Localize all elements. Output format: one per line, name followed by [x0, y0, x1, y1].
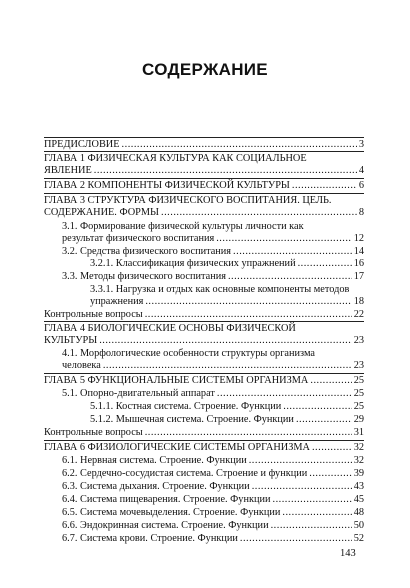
toc-entry-page: 8	[358, 207, 364, 218]
toc-entry-title: ГЛАВА 2 КОМПОНЕНТЫ ФИЗИЧЕСКОЙ КУЛЬТУРЫ	[44, 180, 290, 191]
section-divider	[44, 373, 364, 374]
leader-dots	[94, 165, 357, 177]
leader-dots	[228, 271, 352, 283]
leader-dots	[309, 468, 351, 480]
toc-entry-page: 25	[353, 401, 364, 412]
toc-entry-page: 25	[353, 388, 364, 399]
toc-entry-page: 32	[353, 455, 364, 466]
leader-dots	[217, 388, 352, 400]
toc-entry-title: 3.3. Методы физического воспитания	[62, 271, 226, 282]
leader-dots	[310, 375, 351, 387]
toc-entry-page: 25	[353, 375, 364, 386]
toc-entry-page: 6	[358, 180, 364, 191]
toc-entry-page: 4	[358, 165, 364, 176]
toc-entry-4-1[interactable]	[62, 360, 364, 372]
leader-dots	[145, 296, 351, 308]
toc-entry-title: 6.6. Эндокринная система. Строение. Функции	[62, 520, 269, 531]
toc-entry-title: 6.4. Система пищеварения. Строение. Функции	[62, 494, 271, 505]
toc-entry-title: 6.2. Сердечно-сосудистая система. Строение и функции	[62, 468, 308, 479]
leader-dots	[312, 442, 352, 454]
section-divider	[44, 440, 364, 441]
toc-entry-page: 45	[353, 494, 364, 505]
toc-entry-title-cont: упражнения	[90, 296, 144, 307]
toc-entry-5-1[interactable]	[62, 388, 364, 400]
toc-entry-3-3[interactable]	[62, 271, 364, 283]
toc-entry-page: 48	[353, 507, 364, 518]
page-number: 143	[340, 548, 356, 559]
toc-entry-chapter-5[interactable]	[44, 375, 364, 387]
toc-entry-3-2-1[interactable]	[90, 258, 364, 270]
toc-entry-title-cont: ЯВЛЕНИЕ	[44, 165, 92, 176]
toc-entry-6-7[interactable]	[62, 533, 364, 545]
leader-dots	[283, 401, 351, 413]
toc-entry-review-questions[interactable]	[44, 309, 364, 321]
toc-entry-title: 5.1.2. Мышечная система. Строение. Функции	[90, 414, 294, 425]
toc-entry-title: 6.1. Нервная система. Строение. Функции	[62, 455, 247, 466]
toc-entry-preface[interactable]	[44, 139, 364, 151]
toc-entry-title-cont: СОДЕРЖАНИЕ. ФОРМЫ	[44, 207, 160, 218]
toc-entry-title: Контрольные вопросы	[44, 309, 143, 320]
toc-entry-page: 23	[353, 360, 364, 371]
toc-entry-5-1-1[interactable]	[90, 401, 364, 413]
toc-entry-page: 16	[353, 258, 364, 269]
toc-entry-title: 3.2. Средства физического воспитания	[62, 246, 232, 257]
leader-dots	[161, 207, 357, 219]
leader-dots	[145, 309, 352, 321]
leader-dots	[103, 360, 352, 372]
toc-entry-page: 17	[353, 271, 364, 282]
leader-dots	[282, 507, 351, 519]
toc-entry-page: 31	[353, 427, 364, 438]
section-divider	[44, 151, 364, 152]
toc-entry-title-cont: человека	[62, 360, 101, 371]
leader-dots	[298, 258, 352, 270]
toc-entry-6-1[interactable]	[62, 455, 364, 467]
toc-entry-title[interactable]: 4.1. Морфологические особенности структуры организма	[62, 348, 315, 359]
page-title: СОДЕРЖАНИЕ	[142, 60, 268, 79]
leader-dots	[271, 520, 352, 532]
toc-entry-page: 43	[353, 481, 364, 492]
leader-dots	[233, 246, 352, 258]
toc-entry-title: 5.1. Опорно-двигательный аппарат	[62, 388, 215, 399]
toc-entry-page: 3	[358, 139, 364, 150]
leader-dots	[145, 427, 352, 439]
toc-entry-chapter-2[interactable]	[44, 180, 364, 192]
toc-entry-title: 6.7. Система крови. Строение. Функции	[62, 533, 238, 544]
leader-dots	[273, 494, 352, 506]
toc-entry-title-cont: КУЛЬТУРЫ	[44, 335, 98, 346]
section-divider	[44, 321, 364, 322]
toc-entry-title[interactable]: ГЛАВА 4 БИОЛОГИЧЕСКИЕ ОСНОВЫ ФИЗИЧЕСКОЙ	[44, 323, 296, 334]
toc-entry-title-cont: результат физического воспитания	[62, 233, 215, 244]
toc-entry-page: 14	[353, 246, 364, 257]
toc-entry-page: 29	[353, 414, 364, 425]
toc-entry-title: ПРЕДИСЛОВИЕ	[44, 139, 120, 150]
toc-entry-page: 52	[353, 533, 364, 544]
leader-dots	[249, 455, 352, 467]
toc-entry-page: 12	[353, 233, 364, 244]
toc-entry-title[interactable]: ГЛАВА 1 ФИЗИЧЕСКАЯ КУЛЬТУРА КАК СОЦИАЛЬНОЕ	[44, 153, 307, 164]
toc-entry-title: 6.5. Система мочевыделения. Строение. Функции	[62, 507, 281, 518]
toc-entry-6-6[interactable]	[62, 520, 364, 532]
toc-entry-page: 18	[353, 296, 364, 307]
toc-entry-6-2[interactable]	[62, 468, 364, 480]
toc-entry-page: 32	[353, 442, 364, 453]
leader-dots	[296, 414, 352, 426]
toc-entry-title: ГЛАВА 6 ФИЗИОЛОГИЧЕСКИЕ СИСТЕМЫ ОРГАНИЗМА	[44, 442, 310, 453]
leader-dots	[292, 180, 357, 192]
toc-entry-title: 5.1.1. Костная система. Строение. Функции	[90, 401, 282, 412]
toc-entry-chapter-6[interactable]	[44, 442, 364, 454]
toc-entry-3-3-1[interactable]	[90, 296, 364, 308]
toc-entry-page: 22	[353, 309, 364, 320]
toc-entry-chapter-1[interactable]	[44, 165, 364, 177]
toc-entry-page: 39	[353, 468, 364, 479]
leader-dots	[99, 335, 352, 347]
leader-dots	[216, 233, 351, 245]
toc-entry-title: 6.3. Система дыхания. Строение. Функции	[62, 481, 250, 492]
toc-entry-page: 50	[353, 520, 364, 531]
toc-entry-title[interactable]: 3.3.1. Нагрузка и отдых как основные компоненты методов	[90, 284, 350, 295]
toc-entry-title[interactable]: ГЛАВА 3 СТРУКТУРА ФИЗИЧЕСКОГО ВОСПИТАНИЯ. ЦЕЛЬ.	[44, 195, 332, 206]
toc-entry-title: ГЛАВА 5 ФУНКЦИОНАЛЬНЫЕ СИСТЕМЫ ОРГАНИЗМА	[44, 375, 309, 386]
toc-entry-title: 3.2.1. Классификация физических упражнений	[90, 258, 296, 269]
toc-entry-6-3[interactable]	[62, 481, 364, 493]
toc-entry-review-questions[interactable]	[44, 427, 364, 439]
leader-dots	[122, 139, 357, 151]
section-divider	[44, 193, 364, 194]
leader-dots	[240, 533, 352, 545]
toc-entry-title[interactable]: 3.1. Формирование физической культуры личности как	[62, 221, 304, 232]
toc-entry-5-1-2[interactable]	[90, 414, 364, 426]
leader-dots	[252, 481, 352, 493]
toc-entry-3-2[interactable]	[62, 246, 364, 258]
toc-entry-chapter-3[interactable]	[44, 207, 364, 219]
toc-entry-3-1[interactable]	[62, 233, 364, 245]
toc-entry-chapter-4[interactable]	[44, 335, 364, 347]
toc-entry-6-4[interactable]	[62, 494, 364, 506]
section-divider	[44, 137, 364, 138]
toc-entry-page: 23	[353, 335, 364, 346]
toc-entry-6-5[interactable]	[62, 507, 364, 519]
section-divider	[44, 178, 364, 179]
toc-entry-title: Контрольные вопросы	[44, 427, 143, 438]
